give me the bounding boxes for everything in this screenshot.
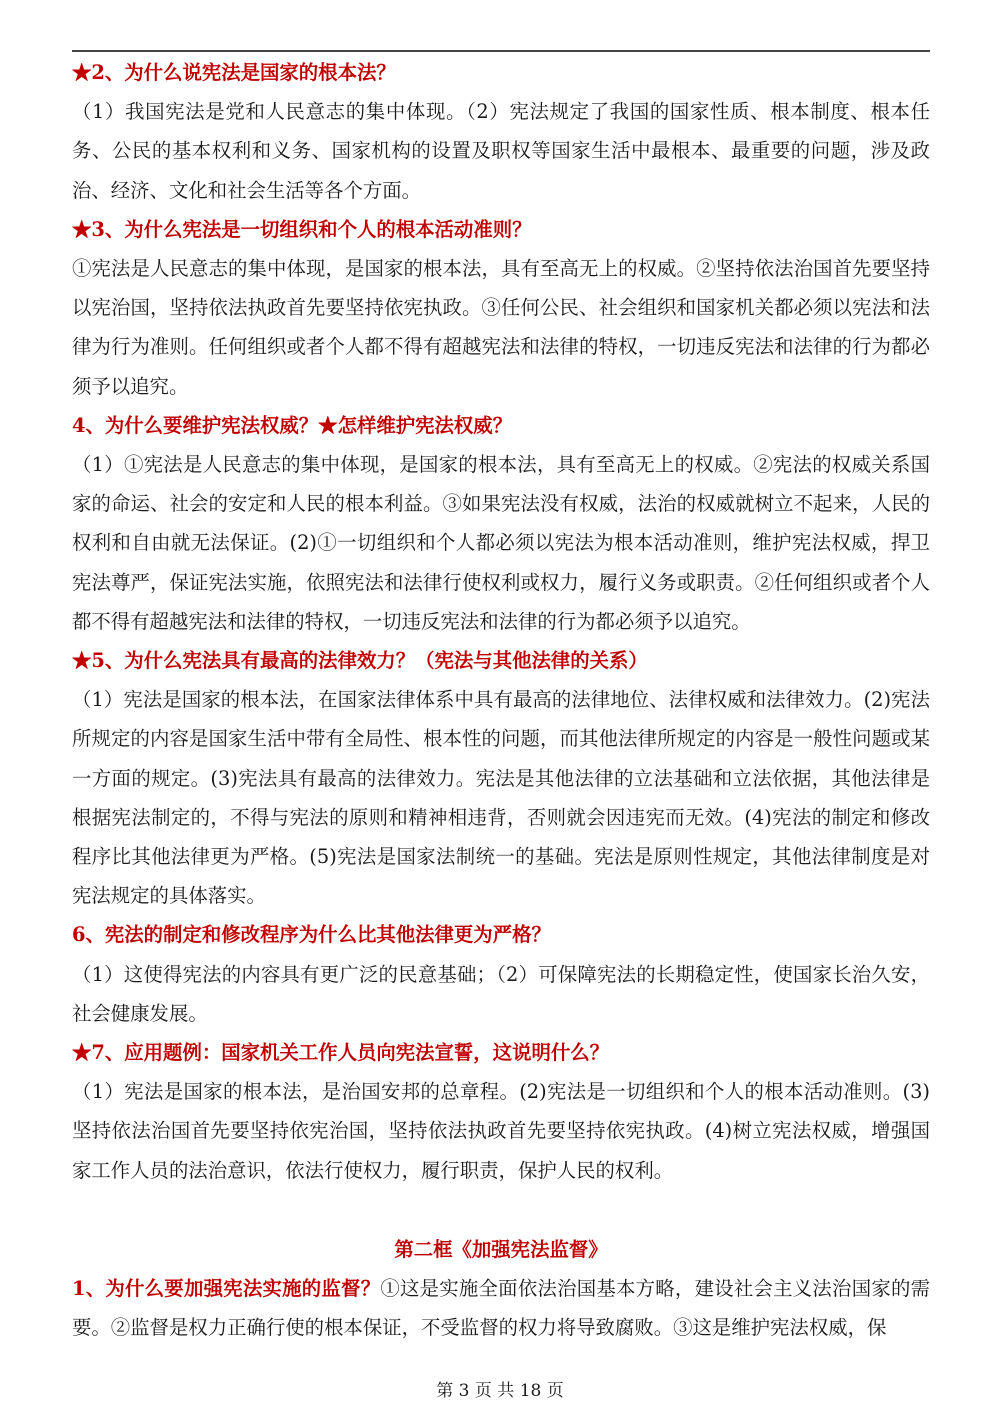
subsection-title: 第二框《加强宪法监督》: [394, 1237, 608, 1261]
document-body: [72, 53, 930, 1348]
answer-5: （1）宪法是国家的根本法，在国家法律体系中具有最高的法律地位、法律权威和法律效力。(2)宪法所规定的内容是国家生活中带有全局性、根本性的问题，而其他法律所规定的内容是一般性问题或某一方面的规定。(3)宪法具有最高的法律效力。宪法是其他法律的立法基础和立法依据，其他法律是根据宪法制定的，不得与宪法的原则和精神相违背，否则就会因违宪而无效。(4)宪法的制定和修改程序比其他法律更为严格。(5)宪法是国家法制统一的基础。宪法是原则性规定，其他法律制度是对宪法规定的具体落实。: [72, 688, 930, 908]
last-paragraph: [72, 1269, 930, 1347]
answer-3: ①宪法是人民意志的集中体现，是国家的根本法，具有至高无上的权威。②坚持依法治国首先要坚持以宪治国，坚持依法执政首先要坚持依宪执政。③任何公民、社会组织和国家机关都必须以宪法和法律为行为准则。任何组织或者个人都不得有超越宪法和法律的特权，一切违反宪法和法律的行为都必须予以追究。: [72, 257, 930, 398]
last-question: 1、为什么要加强宪法实施的监督？: [72, 1277, 381, 1301]
question-5: ★5、为什么宪法具有最高的法律效力？（宪法与其他法律的关系）: [72, 649, 648, 673]
answer-6: （1）这使得宪法的内容具有更广泛的民意基础；（2）可保障宪法的长期稳定性，使国家长治久安，社会健康发展。: [72, 962, 930, 1025]
question-7: ★7、应用题例：国家机关工作人员向宪法宣誓，这说明什么？: [72, 1041, 610, 1065]
answer-7: （1）宪法是国家的根本法，是治国安邦的总章程。(2)宪法是一切组织和个人的根本活动准则。(3)坚持依法治国首先要坚持依宪治国，坚持依法执政首先要坚持依宪执政。(4)树立宪法权威，增强国家工作人员的法治意识，依法行使权力，履行职责，保护人民的权利。: [72, 1080, 930, 1182]
question-4: 4、为什么要维护宪法权威？★怎样维护宪法权威？: [72, 413, 513, 437]
header-rule: [72, 50, 930, 52]
page-footer: 第 3 页 共 18 页: [436, 1381, 564, 1401]
question-3: ★3、为什么宪法是一切组织和个人的根本活动准则？: [72, 217, 532, 241]
answer-4: （1）①宪法是人民意志的集中体现，是国家的根本法，具有至高无上的权威。②宪法的权威关系国家的命运、社会的安定和人民的根本利益。③如果宪法没有权威，法治的权威就树立不起来，人民的权利和自由就无法保证。(2)①一切组织和个人都必须以宪法为根本活动准则，维护宪法权威，捍卫宪法尊严，保证宪法实施，依照宪法和法律行使权利或权力，履行义务或职责。②任何组织或者个人都不得有超越宪法和法律的特权，一切违反宪法和法律的行为都必须予以追究。: [72, 453, 930, 633]
question-6: 6、宪法的制定和修改程序为什么比其他法律更为严格？: [72, 923, 551, 947]
question-2: ★2、为什么说宪法是国家的根本法？: [72, 61, 396, 84]
last-answer: ①这是实施全面依法治国基本方略，建设社会主义法治国家的需要。②监督是权力正确行使的根本保证，不受监督的权力将导致腐败。③这是维护宪法权威，保: [72, 1277, 931, 1340]
answer-2: （1）我国宪法是党和人民意志的集中体现。（2）宪法规定了我国的国家性质、根本制度、根本任务、公民的基本权利和义务、国家机构的设置及职权等国家生活中最根本、最重要的问题，涉及政治、经济、文化和社会生活等各个方面。: [72, 100, 930, 202]
